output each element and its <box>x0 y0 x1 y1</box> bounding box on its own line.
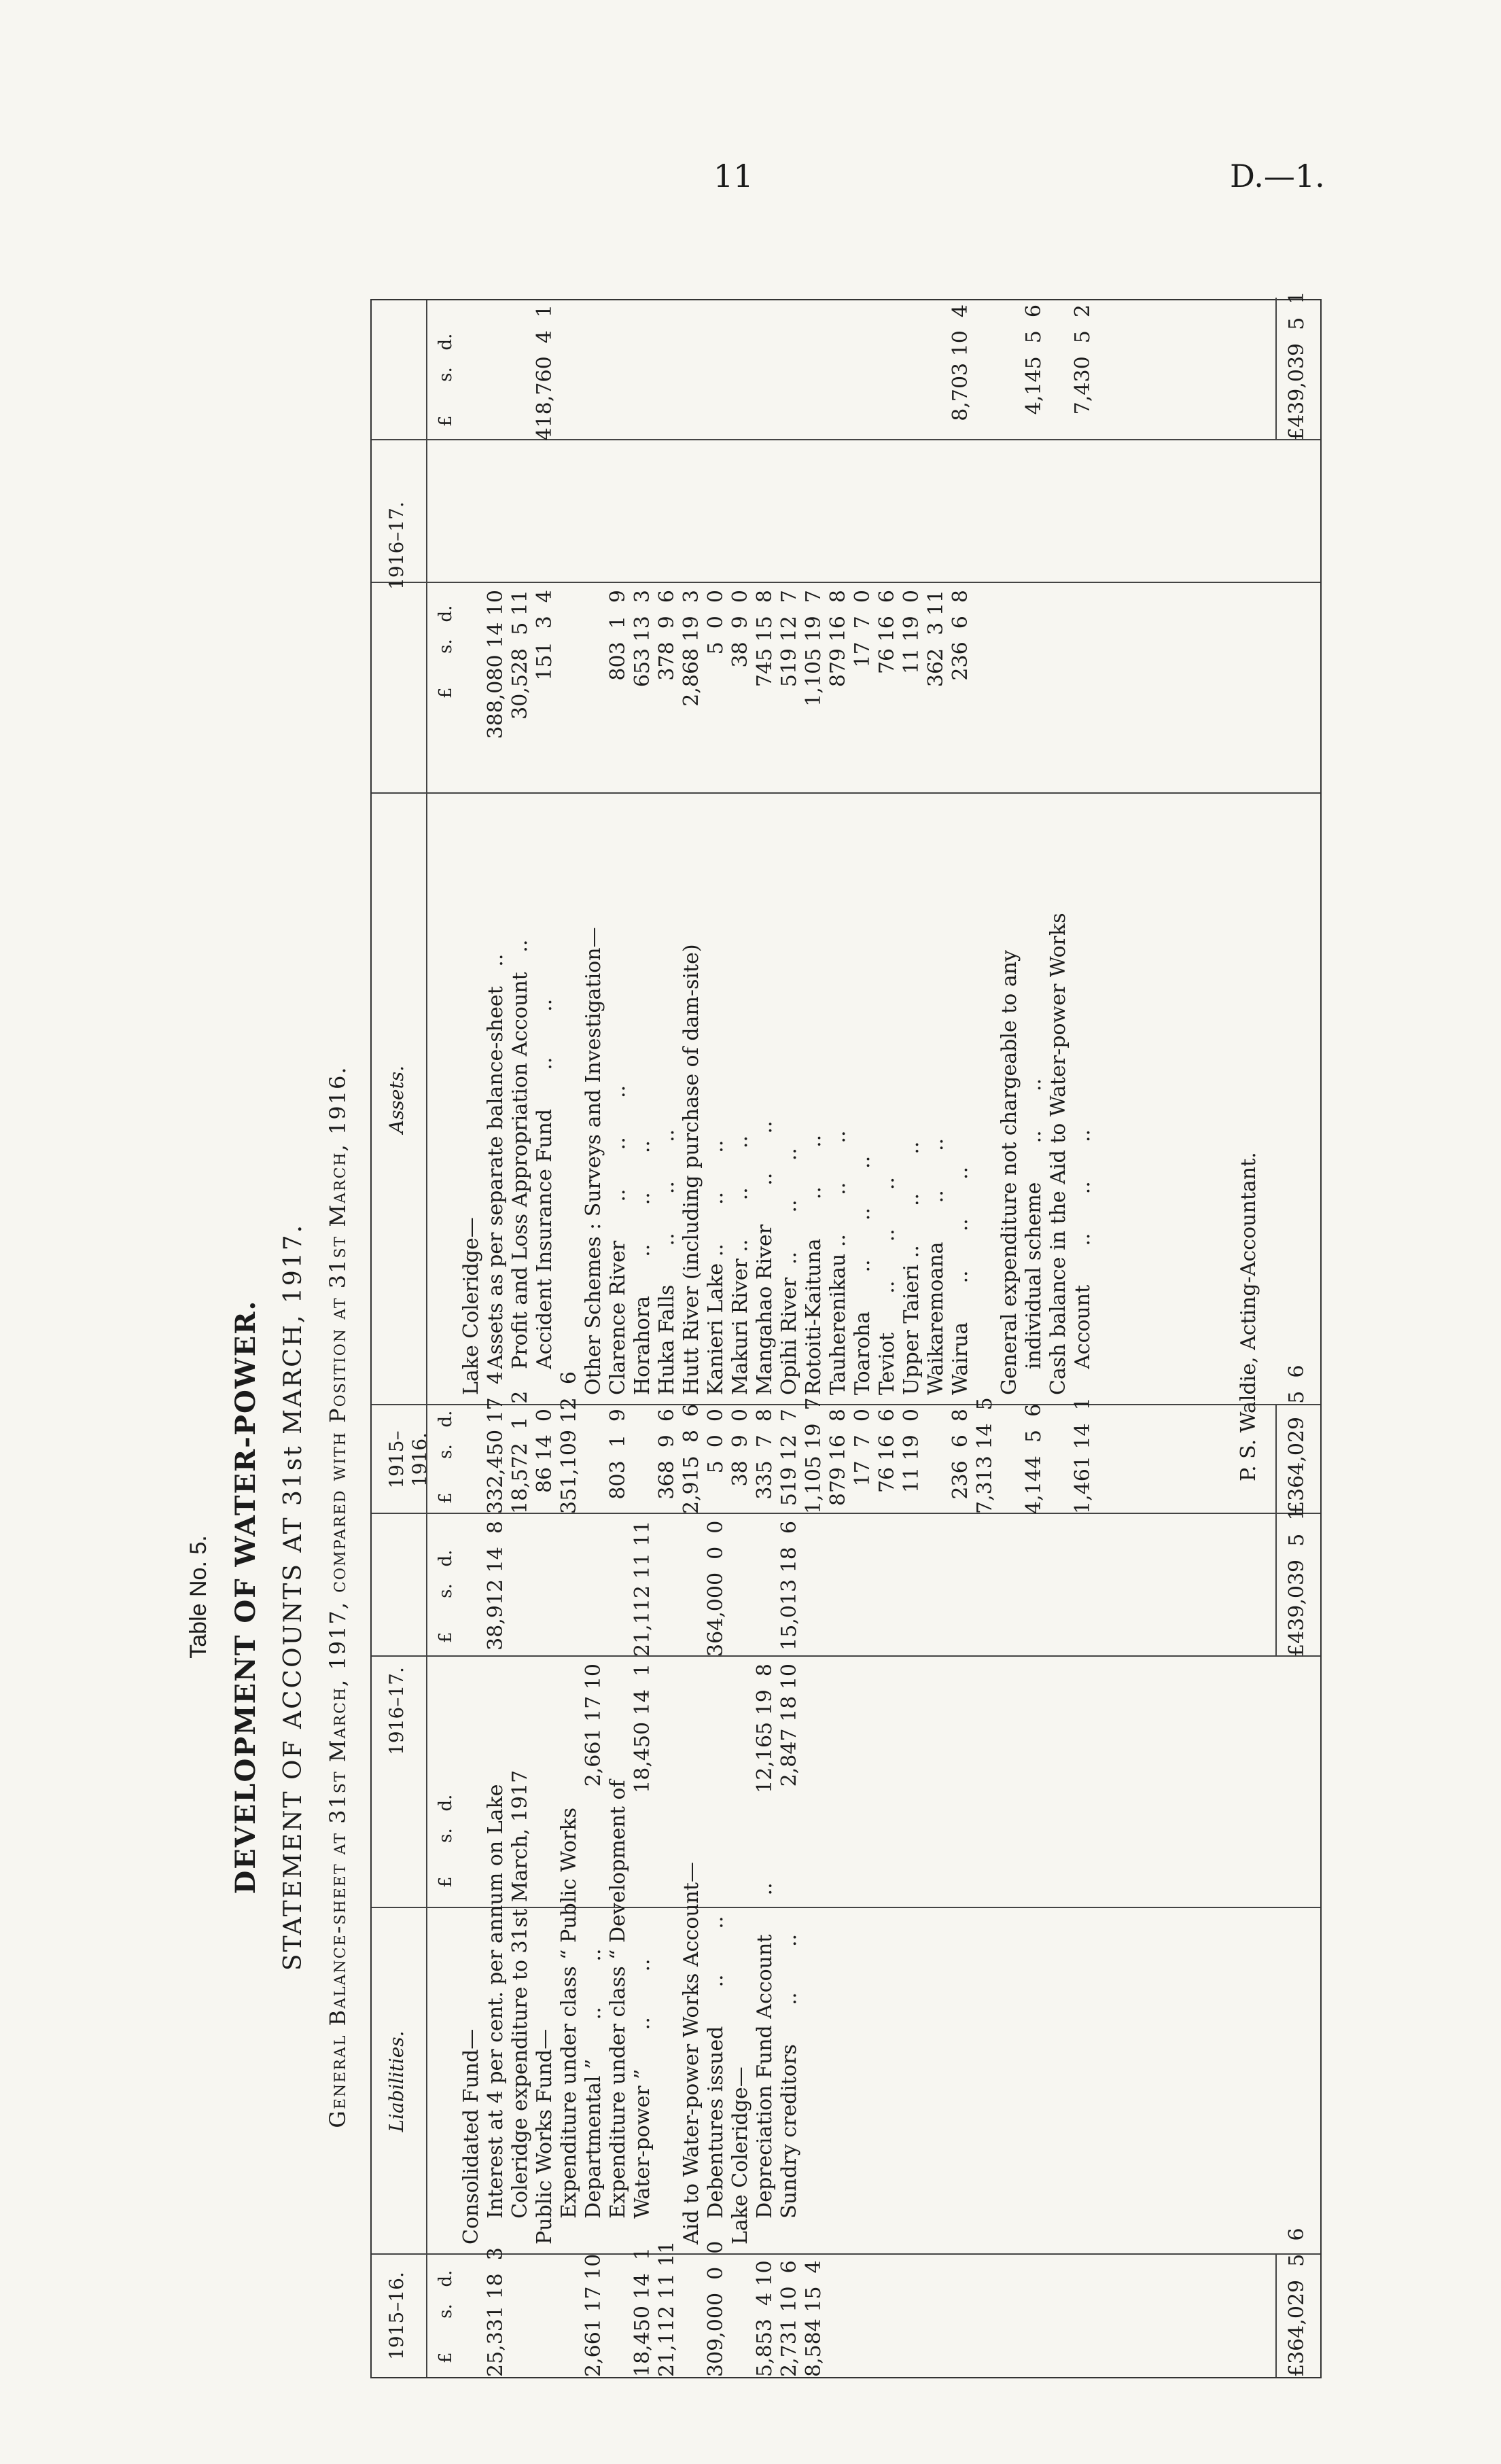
assets-value-1916-detail: 879 16 8 <box>826 590 850 688</box>
liabilities-value-1915: 8,584 15 4 <box>802 2260 826 2377</box>
assets-value-1915: 519 12 7 <box>777 1409 801 1507</box>
assets-row-label: Cash balance in the Aid to Water-power Works <box>1046 913 1070 1395</box>
assets-value-1916-detail: 1,105 19 7 <box>802 590 826 707</box>
lsd-header: £ s. d. <box>436 1549 456 1643</box>
assets-value-1915: 18,572 1 2 <box>508 1390 532 1514</box>
assets-value-1916-detail: 745 15 8 <box>753 590 777 688</box>
liabilities-row-label: Debentures issued .. .. <box>704 1916 728 2245</box>
assets-value-1916-detail: 803 1 9 <box>606 590 630 681</box>
liabilities-row-label: Expenditure under class “ Development of <box>606 1780 630 2245</box>
assets-value-1915: 38 9 0 <box>728 1409 752 1487</box>
assets-value-1915: 2,915 8 6 <box>679 1403 703 1514</box>
liabilities-value-1915: 25,331 18 3 <box>484 2247 508 2377</box>
liabilities-value-1916-detail: 18,450 14 1 <box>631 1664 654 1793</box>
assets-value-1916-detail: 30,528 5 11 <box>508 590 532 720</box>
liabilities-row-label: Coleridge expenditure to 31st March, 1917 <box>508 1770 532 2245</box>
liabilities-value-1915: 21,112 11 11 <box>655 2240 679 2377</box>
asset-col-1915: 1915–1916. <box>385 1430 431 1489</box>
liabilities-value-1915: 2,731 10 6 <box>777 2260 801 2377</box>
liabilities-value-1916-detail: 12,165 19 8 <box>753 1664 777 1793</box>
assets-value-1916-total: 418,760 4 1 <box>533 304 557 441</box>
asset-col-1916: 1916–17. <box>385 501 408 590</box>
assets-value-1915: 4,144 5 6 <box>1022 1403 1046 1514</box>
assets-row-label: Accident Insurance Fund .. .. <box>533 998 557 1395</box>
assets-value-1916-detail: 76 16 6 <box>875 590 899 675</box>
assets-value-1915: 1,461 14 1 <box>1071 1397 1095 1514</box>
assets-value-1916-detail: 2,868 19 3 <box>679 590 703 707</box>
assets-row-label: Mangahao River .. .. <box>753 1121 777 1395</box>
assets-value-1915: 335 7 8 <box>753 1409 777 1500</box>
assets-value-1916-detail: 11 19 0 <box>900 590 923 675</box>
balance-sheet-table <box>370 291 1322 2378</box>
liabilities-row-label: Depreciation Fund Account .. <box>753 1882 777 2245</box>
lsd-header: £ s. d. <box>436 605 456 699</box>
assets-value-1916-detail: 653 13 3 <box>631 590 654 688</box>
assets-row-label: Lake Coleridge— <box>459 1217 483 1395</box>
assets-row-label: Rotoiti-Kaituna .. .. <box>802 1134 826 1395</box>
assets-row-label: Account .. .. .. <box>1071 1129 1095 1395</box>
assets-row-label: Waikaremoana .. .. <box>924 1138 948 1395</box>
asset-total-1916: £439,039 5 1 <box>1285 291 1309 440</box>
assets-value-1915: 236 6 8 <box>949 1409 972 1500</box>
assets-value-1916-detail: 519 12 7 <box>777 590 801 688</box>
lsd-header: £ s. d. <box>436 333 456 427</box>
assets-heading: Assets. <box>385 1065 408 1134</box>
assets-row-label: Horahora .. .. .. <box>631 1140 654 1395</box>
assets-value-1915: 879 16 8 <box>826 1409 850 1507</box>
liabilities-value-1916-total: 38,912 14 8 <box>484 1521 508 1651</box>
assets-value-1915: 76 16 6 <box>875 1409 899 1494</box>
liabilities-value-1916-detail: 2,847 18 10 <box>777 1664 801 1787</box>
document-reference: D.—1. <box>1230 158 1325 194</box>
assets-row-label: Tauherenikau .. .. .. <box>826 1130 850 1395</box>
liabilities-row-label: Expenditure under class “ Public Works <box>557 1807 581 2245</box>
liabilities-value-1915: 5,853 4 10 <box>753 2260 777 2377</box>
document-title: DEVELOPMENT OF WATER-POWER. <box>230 1299 262 1895</box>
liabilities-value-1915: 309,000 0 0 <box>704 2240 728 2377</box>
page-number: 11 <box>713 158 754 194</box>
assets-row-label: Huka Falls .. .. .. <box>655 1129 679 1395</box>
assets-value-1915: 86 14 0 <box>533 1409 557 1494</box>
assets-row-label: General expenditure not chargeable to any <box>997 950 1021 1395</box>
assets-row-label: Kanieri Lake .. .. .. <box>704 1140 728 1395</box>
rotated-balance-sheet <box>160 291 1349 2378</box>
assets-value-1916-detail: 5 0 0 <box>704 590 728 655</box>
liabilities-value-1916-total: 21,112 11 11 <box>631 1520 654 1657</box>
assets-value-1915: 332,450 17 4 <box>484 1371 508 1514</box>
assets-value-1916-detail: 236 6 8 <box>949 590 972 681</box>
assets-value-1915: 11 19 0 <box>900 1409 923 1494</box>
lsd-header: £ s. d. <box>436 1794 456 1888</box>
assets-value-1916-detail: 362 3 11 <box>924 590 948 688</box>
assets-row-label: Wairua .. .. .. <box>949 1166 972 1395</box>
liab-col-1916: 1916–17. <box>385 1667 408 1755</box>
assets-value-1915: 5 0 0 <box>704 1409 728 1474</box>
assets-row-label: individual scheme .. .. <box>1022 1078 1046 1395</box>
assets-row-label: Hutt River (including purchase of dam-site) <box>679 944 703 1395</box>
assets-row-label: Teviot .. .. .. <box>875 1177 899 1395</box>
assets-value-1915: 803 1 9 <box>606 1409 630 1500</box>
assets-row-label: Toaroha .. .. .. <box>851 1155 875 1395</box>
liabilities-row-label: Sundry creditors .. .. <box>777 1933 801 2245</box>
liabilities-row-label: Aid to Water-power Works Account— <box>679 1862 703 2245</box>
lsd-header: £ s. d. <box>436 2270 456 2363</box>
document-subtitle: STATEMENT OF ACCOUNTS AT 31st MARCH, 1917. <box>279 1222 307 1971</box>
assets-value-1916-detail: 151 3 4 <box>533 590 557 681</box>
liabilities-value-1916-detail: 2,661 17 10 <box>582 1664 605 1787</box>
assets-value-1915: 17 7 0 <box>851 1409 875 1487</box>
assets-row-label: Upper Taieri .. .. .. <box>900 1141 923 1395</box>
lsd-header: £ s. d. <box>436 1410 456 1504</box>
liabilities-row-label: Water-power ” .. .. <box>631 1958 654 2245</box>
assets-value-1916-detail: 17 7 0 <box>851 590 875 668</box>
liabilities-value-1915: 2,661 17 10 <box>582 2253 605 2377</box>
assets-value-1916-detail: 378 9 6 <box>655 590 679 681</box>
liabilities-row-label: Public Works Fund— <box>533 2028 557 2245</box>
assets-row-label: Assets as per separate balance-sheet .. <box>484 953 508 1395</box>
document-subtitle-2: General Balance-sheet at 31st March, 1917, compared with Position at 31st March, 1916. <box>325 1066 351 2128</box>
liabilities-row-label: Departmental ” .. .. <box>582 1948 605 2245</box>
assets-value-1916-total: 8,703 10 4 <box>949 304 972 421</box>
liabilities-value-1915: 18,450 14 1 <box>631 2247 654 2377</box>
liabilities-value-1916-total: 15,013 18 6 <box>777 1521 801 1651</box>
assets-value-1915: 351,109 12 6 <box>557 1371 581 1514</box>
assets-value-1916-detail: 388,080 14 10 <box>484 590 508 739</box>
liabilities-value-1916-total: 364,000 0 0 <box>704 1520 728 1657</box>
liabilities-row-label: Interest at 4 per cent. per annum on Lake <box>484 1784 508 2245</box>
assets-row-label: Opihi River .. .. .. <box>777 1148 801 1395</box>
assets-value-1915: 7,313 14 5 <box>973 1397 997 1514</box>
assets-row-label: Profit and Loss Appropriation Account .. <box>508 939 532 1395</box>
assets-row-label: Makuri River .. .. .. <box>728 1136 752 1395</box>
liab-total-1915: £364,029 5 6 <box>1285 2228 1309 2377</box>
liabilities-row-label: Consolidated Fund— <box>459 2028 483 2245</box>
assets-value-1916-total: 7,430 5 2 <box>1071 304 1095 415</box>
assets-row-label: Clarence River .. .. .. <box>606 1085 630 1395</box>
liabilities-heading: Liabilities. <box>385 2030 408 2132</box>
liab-total-1916: £439,039 5 1 <box>1285 1507 1309 1657</box>
table-label: Table No. 5. <box>186 1535 211 1659</box>
assets-value-1915: 368 9 6 <box>655 1409 679 1500</box>
asset-total-1915: £364,029 5 6 <box>1285 1365 1309 1514</box>
assets-value-1916-total: 4,145 5 6 <box>1022 304 1046 415</box>
assets-value-1915: 1,105 19 7 <box>802 1397 826 1514</box>
liab-col-1915: 1915–16. <box>385 2272 408 2360</box>
liabilities-row-label: Lake Coleridge— <box>728 2066 752 2245</box>
assets-value-1916-detail: 38 9 0 <box>728 590 752 668</box>
signature: P. S. Waldie, Acting-Accountant. <box>1237 1152 1260 1481</box>
assets-row-label: Other Schemes : Surveys and Investigation— <box>582 927 605 1395</box>
